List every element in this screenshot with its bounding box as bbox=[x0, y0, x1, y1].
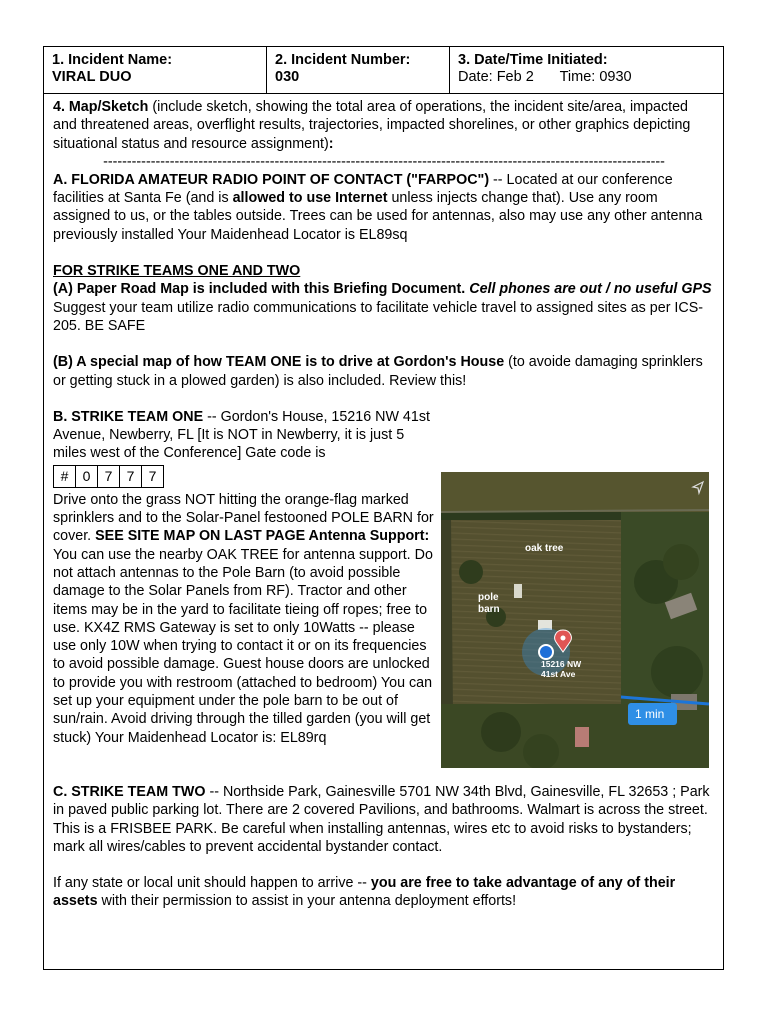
section-c-heading: C. STRIKE TEAM TWO bbox=[53, 783, 206, 800]
section-a-heading: A. FLORIDA AMATEUR RADIO POINT OF CONTACT ("FARPOC") bbox=[53, 171, 490, 188]
site-map-svg bbox=[441, 472, 709, 768]
incident-number-label: 2. Incident Number: bbox=[275, 52, 411, 68]
closing-text-continued: with their permission to assist in your antenna deployment efforts! bbox=[97, 893, 517, 910]
incident-number-cell bbox=[267, 47, 450, 93]
time-label: Time: bbox=[559, 69, 596, 85]
strike-teams-heading: FOR STRIKE TEAMS ONE AND TWO bbox=[53, 263, 301, 280]
section-b-text-continued: You can use the nearby OAK TREE for antenna support. Do not attach antennas to the Pole Barn (to avoid possible damage to the Solar Panels from RF). Tractor and other items may be in the yard to facilitate tieing off ropes; free to use. KX4Z RMS Gateway is set to only 10Watts -- please use only 10W when trying to contact it or on its frequencies to avoid possible damage. Guest house doors are unlocked to provide you with restroom (attached to bedroom) You can set up your equipment under the pole barn to be out of sun/rain. Avoid driving through the tilled garden (you will get stuck) Your Maidenhead Locator is: EL89rq bbox=[53, 546, 433, 746]
section-b-heading: B. STRIKE TEAM ONE bbox=[53, 408, 204, 425]
strike-teams-b-bold: (B) A special map of how TEAM ONE is to drive at Gordon's House bbox=[53, 354, 505, 371]
gate-code bbox=[53, 465, 437, 488]
incident-number-value: 030 bbox=[275, 69, 300, 85]
strike-teams-a-text: Suggest your team utilize radio communications to facilitate vehicle travel to assigned sites as per ICS-205. BE SAFE bbox=[53, 299, 704, 334]
closing bbox=[53, 874, 715, 911]
section-b-text: Drive onto the grass NOT hitting the orange-flag marked sprinklers and to the Solar-Panel festooned POLE BARN for cover. bbox=[53, 491, 434, 545]
section-b-bold: SEE SITE MAP ON LAST PAGE Antenna Support: bbox=[95, 528, 430, 545]
incident-name-cell bbox=[44, 47, 267, 93]
dashed-divider: ---------------------------------------------------------------------------------------------------------------------- bbox=[103, 153, 665, 170]
closing-bold: you are free to take advantage of any of their assets bbox=[53, 875, 676, 910]
map-sketch-label: 4. Map/Sketch bbox=[53, 99, 149, 115]
current-location-icon bbox=[539, 645, 553, 659]
oak-tree-label: oak tree bbox=[525, 543, 564, 554]
section-a-text: -- Located at our conference facilities at Santa Fe (and is bbox=[53, 171, 673, 207]
strike-teams-b bbox=[53, 353, 715, 390]
eta-label: 1 min bbox=[635, 707, 665, 721]
datetime-cell bbox=[450, 47, 723, 93]
strike-teams-a-bold: (A) Paper Road Map is included with this Briefing Document. bbox=[53, 281, 466, 298]
section-a bbox=[53, 171, 715, 244]
address-line2: 41st Ave bbox=[541, 669, 576, 679]
map-sketch-colon: : bbox=[328, 135, 334, 152]
map-sketch-description: (include sketch, showing the total area of operations, the incident site/area, impacted and threatened areas, overflight results, trajectories, impacted shorelines, or other graphics depicting situational status and resource assignment) bbox=[53, 99, 691, 152]
gate-code-digit: 0 bbox=[76, 465, 98, 488]
date-value: Feb 2 bbox=[496, 69, 534, 85]
datetime-label: 3. Date/Time Initiated: bbox=[458, 52, 608, 68]
strike-teams-b-text: (to avoide damaging sprinklers or getting stuck in a plowed garden) is also included. Review this! bbox=[53, 354, 703, 389]
strike-teams-a bbox=[53, 280, 715, 298]
incident-name-label: 1. Incident Name: bbox=[52, 52, 173, 68]
gate-code-digit: 7 bbox=[120, 465, 142, 488]
form-header bbox=[44, 47, 723, 94]
map-sketch-intro bbox=[53, 98, 715, 153]
gate-code-digit: 7 bbox=[98, 465, 120, 488]
address-line1: 15216 NW bbox=[541, 659, 582, 669]
incident-name-value: VIRAL DUO bbox=[52, 69, 132, 85]
section-c bbox=[53, 783, 715, 856]
barn-label: barn bbox=[478, 604, 500, 615]
pole-label: pole bbox=[478, 592, 499, 603]
gate-code-digit: # bbox=[53, 465, 76, 488]
section-a-bold: allowed to use Internet bbox=[232, 190, 388, 207]
gate-code-digit: 7 bbox=[142, 465, 164, 488]
site-map bbox=[441, 472, 709, 768]
time-value: 0930 bbox=[599, 69, 632, 85]
section-c-text: -- Northside Park, Gainesville 5701 NW 34th Blvd, Gainesville, FL 32653 ; Park in paved public parking lot. There are 2 covered Pavilions, and bathrooms. Walmart is across the street. This is a FRISBEE PARK. Be careful when installing antennas, wires etc to avoid risks to bystanders; mark all wires/cables to prevent accidental bystander contact. bbox=[53, 783, 710, 855]
section-b-intro-text: -- Gordon's House, 15216 NW 41st Avenue, Newberry, FL [It is NOT in Newberry, it is just 5 miles west of the Conference] Gate code is bbox=[53, 408, 430, 462]
closing-text: If any state or local unit should happen to arrive -- bbox=[53, 875, 371, 892]
strike-teams-a-italic: Cell phones are out / no useful GPS bbox=[465, 281, 712, 298]
datetime-values bbox=[458, 69, 715, 86]
date-label: Date: bbox=[458, 69, 493, 85]
section-a-text-continued: unless injects change that). Use any room assigned to us, or the tables outside. Trees can be used for antennas, also may use any other antenna previously installed Your Maidenhead Locator is EL89sq bbox=[53, 190, 703, 243]
